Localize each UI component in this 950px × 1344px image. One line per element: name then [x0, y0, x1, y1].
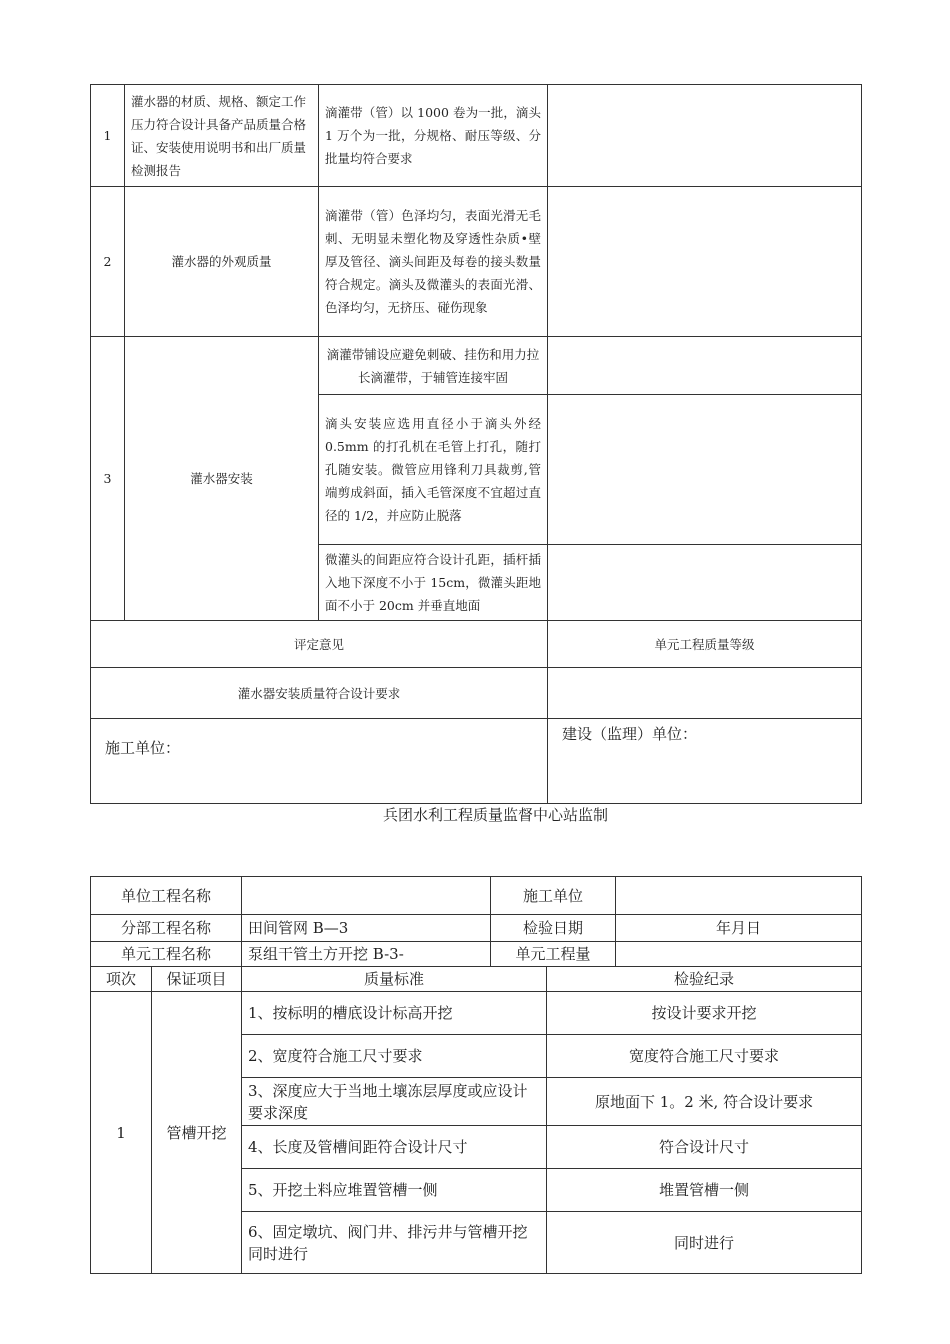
header-index: 项次 — [91, 967, 152, 992]
row-index: 3 — [91, 337, 125, 621]
element-quantity-label: 单元工程量 — [491, 942, 616, 967]
opinion-label: 评定意见 — [91, 621, 548, 668]
unit-project-label: 单位工程名称 — [91, 877, 242, 915]
construction-unit-value[interactable] — [616, 877, 862, 915]
quality-standard: 5、开挖土料应堆置管槽一侧 — [242, 1169, 547, 1212]
inspection-item: 灌水器的材质、规格、额定工作压力符合设计具备产品质量合格证、安装使用说明书和出厂质量检测报告 — [125, 85, 319, 187]
inspection-record[interactable] — [548, 85, 862, 187]
quality-standard: 3、深度应大于当地土壤冻层厚度或应设计要求深度 — [242, 1078, 547, 1126]
quality-criteria: 滴灌带（管）以 1000 卷为一批，滴头 1 万个为一批，分规格、耐压等级、分批量均符合要求 — [319, 85, 548, 187]
inspection-record[interactable] — [548, 187, 862, 337]
division-value: 田间管网 B—3 — [242, 915, 491, 942]
group-item: 管槽开挖 — [152, 992, 242, 1274]
row-index: 1 — [91, 85, 125, 187]
quality-criteria: 滴头安装应选用直径小于滴头外经 0.5mm 的打孔机在毛管上打孔，随打孔随安装。微管应用锋利刀具裁剪,管端剪成斜面，插入毛管深度不宜超过直径的 1/2，并应防止脱落 — [319, 395, 548, 545]
inspection-record: 同时进行 — [547, 1212, 862, 1274]
element-label: 单元工程名称 — [91, 942, 242, 967]
unit-project-value[interactable] — [242, 877, 491, 915]
inspection-item: 灌水器安装 — [125, 337, 319, 621]
quality-standard: 4、长度及管槽间距符合设计尺寸 — [242, 1126, 547, 1169]
inspection-record[interactable] — [548, 545, 862, 621]
inspection-date-value[interactable]: 年月日 — [616, 915, 862, 942]
group-index: 1 — [91, 992, 152, 1274]
inspection-record: 宽度符合施工尺寸要求 — [547, 1035, 862, 1078]
inspection-record: 堆置管槽一侧 — [547, 1169, 862, 1212]
inspection-record: 符合设计尺寸 — [547, 1126, 862, 1169]
quality-standard: 2、宽度符合施工尺寸要求 — [242, 1035, 547, 1078]
grade-label: 单元工程质量等级 — [548, 621, 862, 668]
inspection-record: 按设计要求开挖 — [547, 992, 862, 1035]
inspection-record: 原地面下 1。2 米, 符合设计要求 — [547, 1078, 862, 1126]
quality-criteria: 滴灌带铺设应避免刺破、挂伤和用力拉长滴灌带，于辅管连接牢固 — [319, 337, 548, 395]
supervisor-footer: 兵团水利工程质量监督中心站监制 — [382, 806, 608, 824]
header-guarantee-item: 保证项目 — [152, 967, 242, 992]
element-value: 泵组干管土方开挖 B-3- — [242, 942, 491, 967]
quality-criteria: 微灌头的间距应符合设计孔距，插杆插入地下深度不小于 15cm，微灌头距地面不小于 20cm 并垂直地面 — [319, 545, 548, 621]
dripper-installation-table — [90, 84, 862, 804]
supervision-unit-signature: 建设（监理）单位： — [548, 719, 862, 804]
inspection-item: 灌水器的外观质量 — [125, 187, 319, 337]
opinion-value: 灌水器安装质量符合设计要求 — [91, 668, 548, 719]
division-label: 分部工程名称 — [91, 915, 242, 942]
row-index: 2 — [91, 187, 125, 337]
inspection-record[interactable] — [548, 337, 862, 395]
construction-unit-label: 施工单位 — [491, 877, 616, 915]
quality-standard: 1、按标明的槽底设计标高开挖 — [242, 992, 547, 1035]
construction-unit-signature: 施工单位： — [91, 719, 548, 804]
header-inspection-record: 检验纪录 — [547, 967, 862, 992]
grade-value[interactable] — [548, 668, 862, 719]
inspection-date-label: 检验日期 — [491, 915, 616, 942]
trench-excavation-table — [90, 876, 862, 1274]
inspection-record[interactable] — [548, 395, 862, 545]
element-quantity-value[interactable] — [616, 942, 862, 967]
quality-standard: 6、固定墩坑、阀门井、排污井与管槽开挖同时进行 — [242, 1212, 547, 1274]
header-quality-standard: 质量标准 — [242, 967, 547, 992]
quality-criteria: 滴灌带（管）色泽均匀，表面光滑无毛刺、无明显未塑化物及穿透性杂质•壁厚及管径、滴头间距及每卷的接头数量符合规定。滴头及微灌头的表面光滑、色泽均匀，无挤压、碰伤现象 — [319, 187, 548, 337]
